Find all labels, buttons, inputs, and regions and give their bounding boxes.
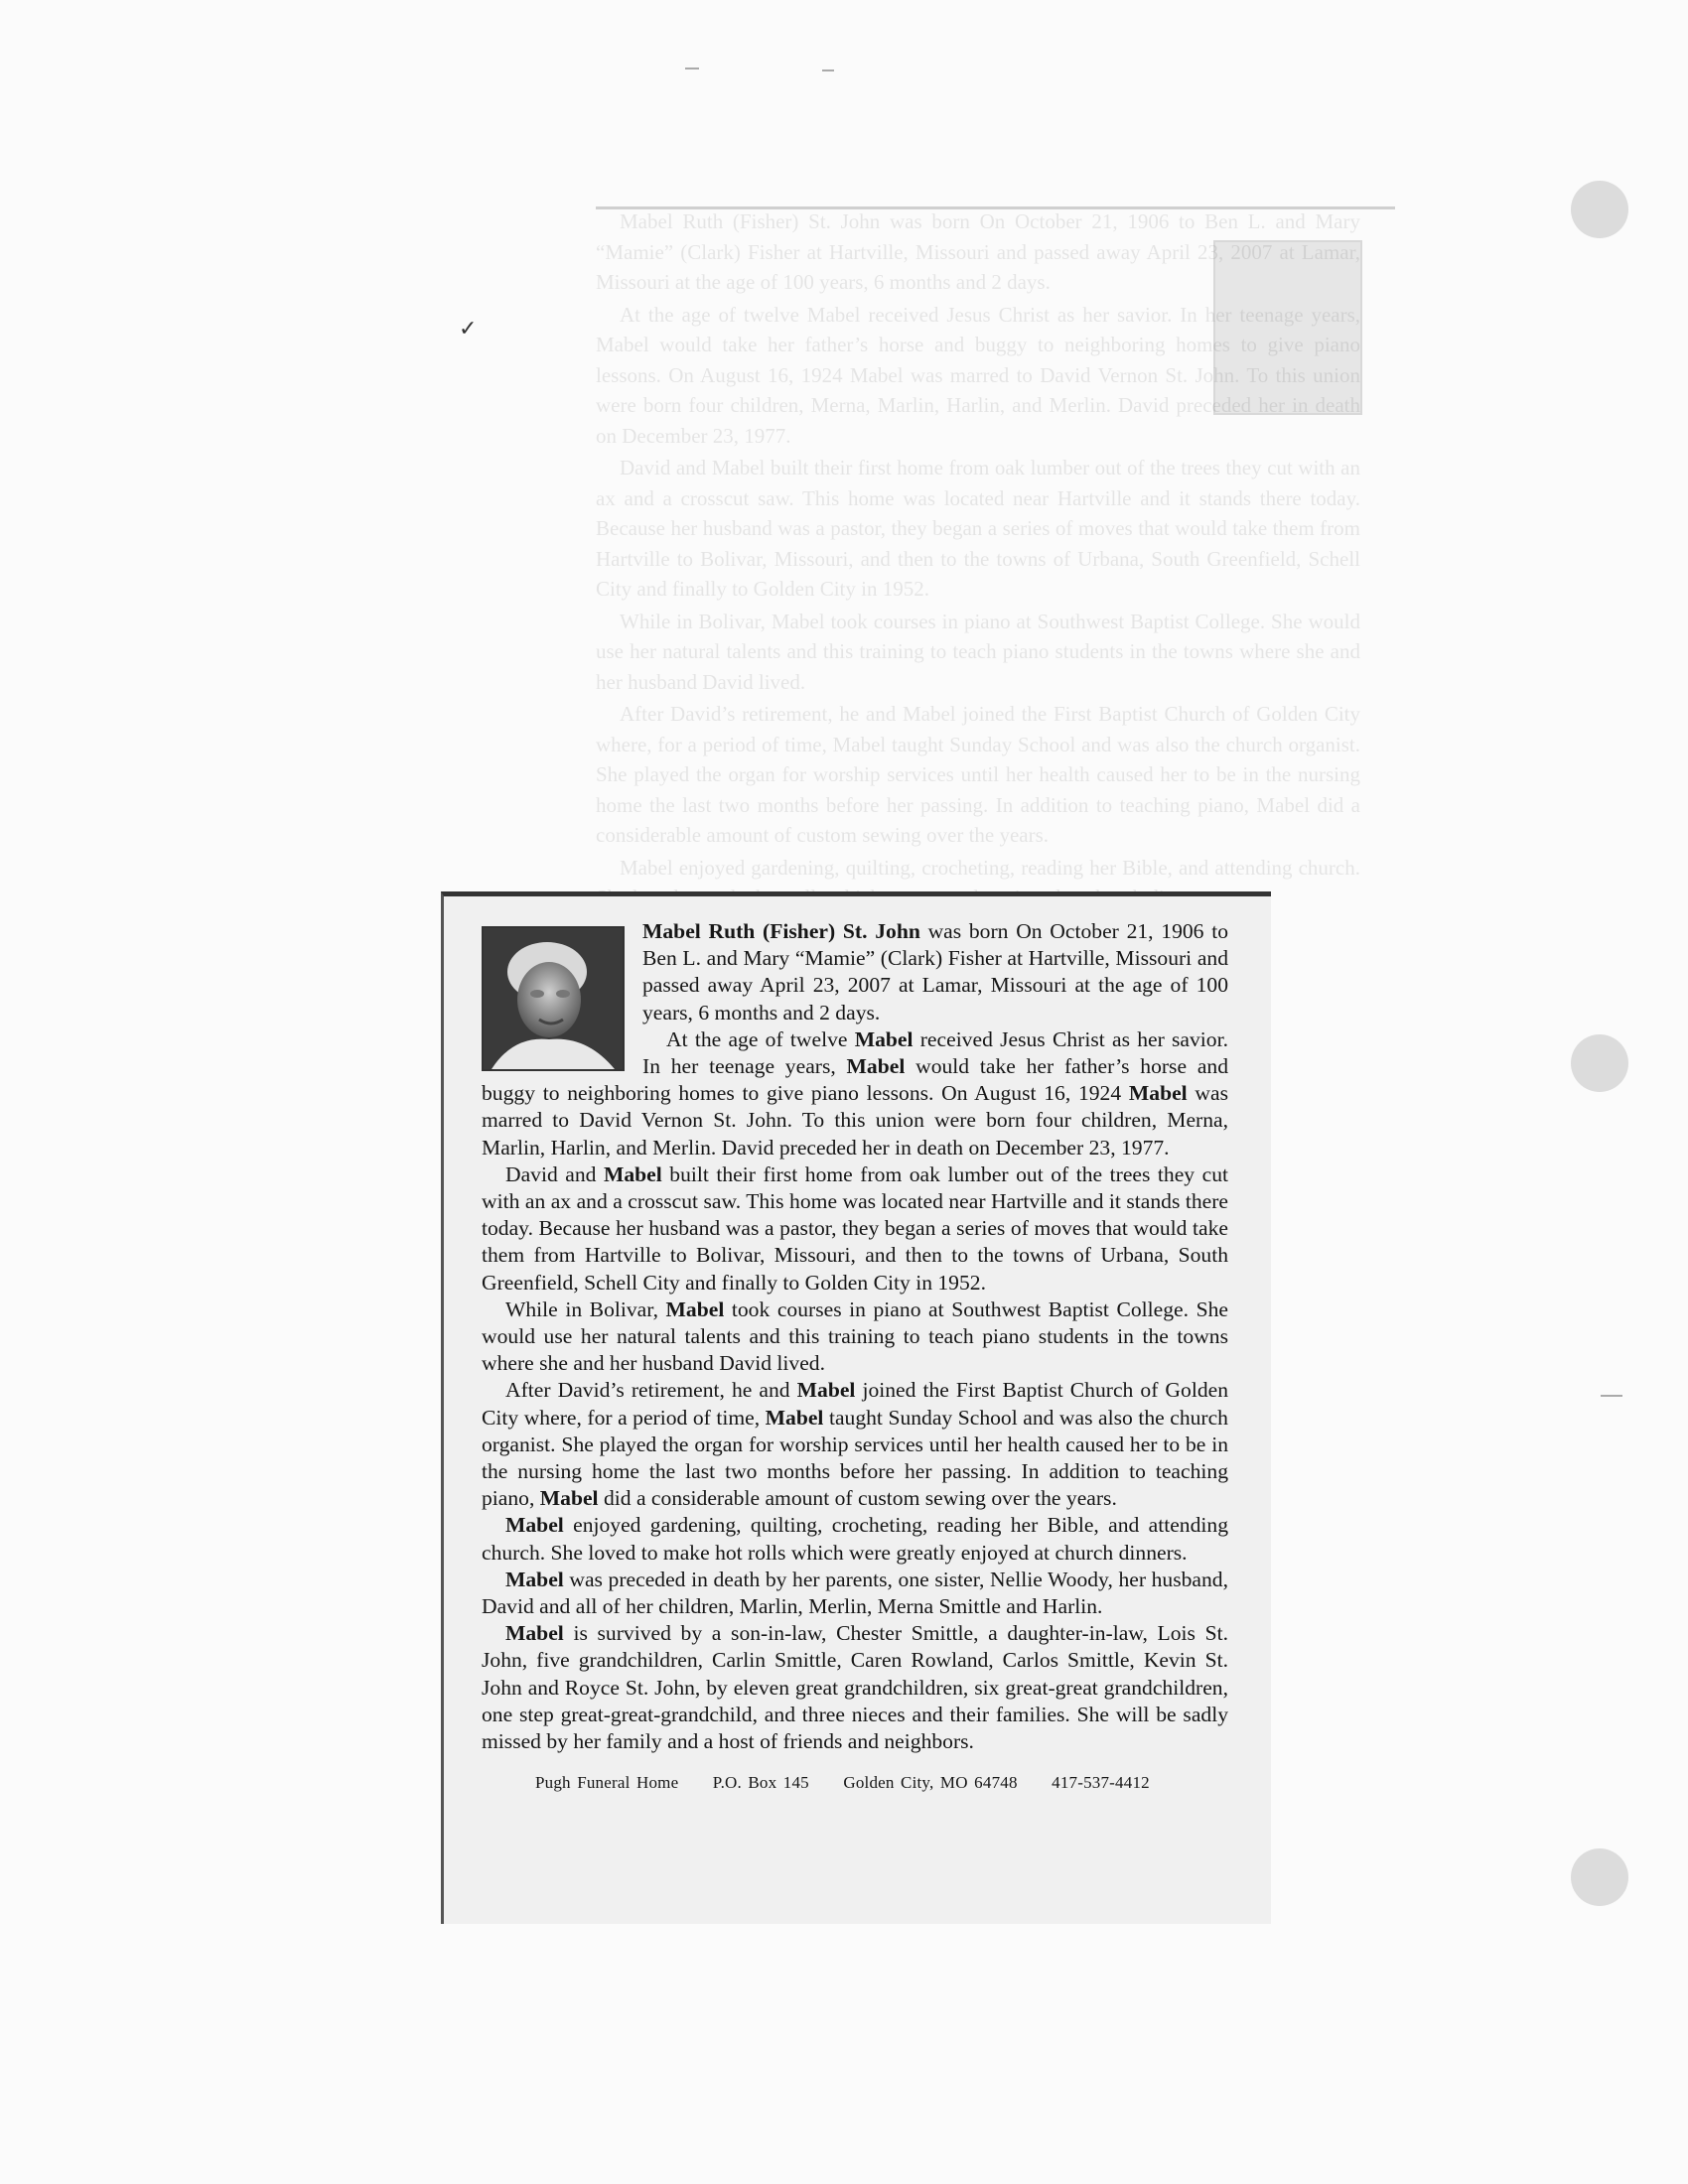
funeral-home-city: Golden City, MO 64748 [843,1773,1018,1793]
scan-speck [1601,1395,1622,1397]
obituary-paragraph: Mabel enjoyed gardening, quilting, crocheting, reading her Bible, and attending church. She loved to make hot rolls which were greatly enjoyed at church dinners. [482,1513,1228,1565]
funeral-home-phone: 417-537-4412 [1052,1773,1150,1793]
obituary-paragraph: Mabel is survived by a son-in-law, Chester Smittle, a daughter-in-law, Lois St. John, five grandchildren, Carlin Smittle, Caren Rowland, Carlos Smittle, Kevin St. John and Royce St. John, by eleven great grandchildren, six great-great grandchildren, one step great-great-grandchild, and three nieces and their families. She will be sadly missed by her family and a host of friends and neighbors. [482,1621,1228,1754]
name-emphasis: Mabel [854,1026,914,1051]
binder-hole-middle [1571,1034,1628,1092]
funeral-home-name: Pugh Funeral Home [535,1773,679,1793]
portrait-image [484,928,623,1069]
binder-hole-bottom [1571,1848,1628,1906]
pen-check-mark: ✓ [459,316,478,341]
portrait-photo [482,926,625,1071]
name-emphasis: Mabel [665,1297,725,1321]
name-emphasis: Mabel [505,1567,564,1591]
name-emphasis: Mabel [1128,1081,1188,1106]
name-emphasis: Mabel [505,1513,564,1538]
ghost-paragraph: Mabel enjoyed gardening, quilting, crocheting, reading her Bible, and attending church. [620,855,1360,880]
scan-speck [822,69,834,71]
funeral-home-footer [482,1769,1228,1796]
ghost-paragraph: Mabel Ruth (Fisher) St. John was born On October 21, 1906 to Ben L. and Mary “Mamie” (Clark) Fisher at Hartville, Missouri and passed away April 23, 2007 at Lamar, Missouri at the age of 100 years, 6 months and 2 days. [596,209,1360,294]
obituary-paragraph: Mabel Ruth (Fisher) St. John was born On October 21, 1906 to Ben L. and Mary “Mamie” (Clark) Fisher at Hartville, Missouri and passed away April 23, 2007 at Lamar, Missouri at the age of 100 years, 6 months and 2 days. [642,919,1228,1024]
ghost-paragraph: While in Bolivar, Mabel took courses in piano at Southwest Baptist College. She would use her natural talents and this training to teach piano students in the towns where she and her husband David lived. [596,609,1360,694]
scan-speck [685,68,699,69]
name-emphasis: Mabel [846,1054,906,1079]
obituary-clipping [441,891,1271,1924]
ghost-paragraph: At the age of twelve Mabel received Jesus Christ as her savior. In her teenage years, Mabel would take her father’s horse and buggy to neighboring homes to give piano lessons. On August 16, 1924 Mabel was marred to David Vernon St. John. To this union were born four children, Merna, Marlin, Harlin, and Merlin. David preceded her in death on December 23, 1977. [596,302,1360,448]
obituary-body [482,918,1228,1797]
ghost-paragraph: After David’s retirement, he and Mabel joined the First Baptist Church of Golden City where, for a period of time, Mabel taught Sunday School and was also the church organist. She played the organ for worship services until her health caused her to be in the nursing home the last two months before her passing. In addition to teaching piano, Mabel did a considerable amount of custom sewing over the years. [596,702,1360,847]
deceased-name: Mabel Ruth (Fisher) St. John [642,919,920,943]
obituary-paragraph: After David’s retirement, he and Mabel joined the First Baptist Church of Golden City where, for a period of time, Mabel taught Sunday School and was also the church organist. She played the organ for worship services until her health caused her to be in the nursing home the last two months before her passing. In addition to teaching piano, Mabel did a considerable amount of custom sewing over the years. [482,1378,1228,1511]
obituary-paragraph: Mabel was preceded in death by her parents, one sister, Nellie Woody, her husband, David and all of her children, Marlin, Merlin, Merna Smittle and Harlin. [482,1567,1228,1619]
name-emphasis: Mabel [765,1405,824,1430]
name-emphasis: Mabel [796,1378,856,1403]
name-emphasis: Mabel [505,1621,564,1646]
binder-hole-top [1571,181,1628,238]
obituary-paragraph: David and Mabel built their first home from oak lumber out of the trees they cut with an ax and a crosscut saw. This home was located near Hartville and it stands there today. Because her husband was a pastor, they began a series of moves that would take them from Hartville to Bolivar, Missouri, and then to the towns of Urbana, South Greenfield, Schell City and finally to Golden City in 1952. [482,1161,1228,1295]
obituary-paragraph: While in Bolivar, Mabel took courses in piano at Southwest Baptist College. She would use her natural talents and this training to teach piano students in the towns where she and her husband David lived. [482,1297,1228,1376]
name-emphasis: Mabel [603,1161,662,1186]
obituary-paragraph: At the age of twelve Mabel received Jesus Christ as her savior. In her teenage years, Mabel would take her father’s horse and buggy to neighboring homes to give piano lessons. On August 16, 1924 Mabel was marred to David Vernon St. John. To this union were born four children, Merna, Marlin, Harlin, and Merlin. David preceded her in death on December 23, 1977. [482,1026,1229,1160]
funeral-home-address: P.O. Box 145 [712,1773,809,1793]
ghost-paragraph: David and Mabel built their first home from oak lumber out of the trees they cut with an ax and a crosscut saw. This home was located near Hartville and it stands there today. Because her husband was a pastor, they began a series of moves that would take them from Hartville to Bolivar, Missouri, and then to the towns of Urbana, South Greenfield, Schell City and finally to Golden City in 1952. [596,456,1360,601]
name-emphasis: Mabel [539,1486,599,1511]
